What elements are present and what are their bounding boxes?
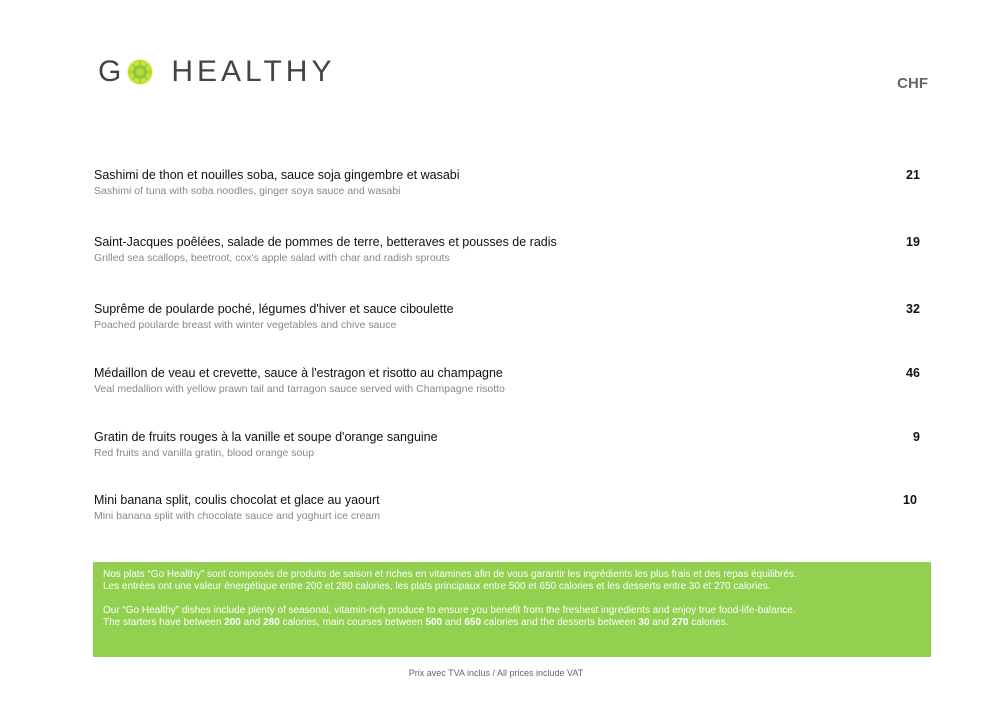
dish-name-en: Grilled sea scallops, beetroot, cox's apple salad with char and radish sprouts [94, 252, 450, 264]
menu-item [94, 429, 924, 492]
dish-name-fr: Gratin de fruits rouges à la vanille et soupe d'orange sanguine [94, 430, 438, 444]
info-text: and [240, 617, 264, 628]
calorie-value: 500 [425, 617, 443, 628]
calorie-value: 280 [263, 617, 280, 628]
info-text: calories. [688, 617, 729, 628]
dish-name-en: Red fruits and vanilla gratin, blood orange soup [94, 447, 315, 459]
info-text: The starters have between [103, 617, 225, 628]
info-en-line-1: Our “Go Healthy” dishes include plenty of seasonal, vitamin-rich produce to ensure you benefit from the freshest ingredients and enjoy true food-life-balance. [103, 605, 796, 616]
info-fr-line-1: Nos plats “Go Healthy” sont composés de produits de saison et riches en vitamines afin de vous garantir les ingrédients les plus frais et des repas équilibrés. [103, 569, 797, 580]
dish-price: 10 [903, 493, 917, 507]
dish-name-en: Veal medallion with yellow prawn tail and tarragon sauce served with Champagne risotto [94, 383, 505, 395]
info-text: calories, main courses between [279, 617, 426, 628]
dish-name-fr: Saint-Jacques poêlées, salade de pommes de terre, betteraves et pousses de radis [94, 235, 557, 249]
dish-name-en: Sashimi of tuna with soba noodles, ginger soya sauce and wasabi [94, 185, 401, 197]
menu-item [94, 492, 924, 542]
dish-name-fr: Sashimi de thon et nouilles soba, sauce soja gingembre et wasabi [94, 168, 460, 182]
menu-item [94, 234, 924, 301]
info-box [93, 562, 931, 657]
calorie-value: 650 [464, 617, 482, 628]
dish-name-fr: Mini banana split, coulis chocolat et glace au yaourt [94, 493, 380, 507]
menu-item [94, 301, 924, 365]
dish-name-fr: Médaillon de veau et crevette, sauce à l'estragon et risotto au champagne [94, 366, 503, 380]
currency-label: CHF [897, 75, 928, 92]
dish-name-en: Poached poularde breast with winter vegetables and chive sauce [94, 319, 397, 331]
dish-price: 19 [906, 235, 920, 249]
dish-name-fr: Suprême de poularde poché, légumes d'hiver et sauce ciboulette [94, 302, 454, 316]
info-text: calories and the desserts between [481, 617, 639, 628]
dish-name-en: Mini banana split with chocolate sauce and yoghurt ice cream [94, 510, 380, 522]
vat-footer: Prix avec TVA inclus / All prices include VAT [408, 668, 584, 678]
logo-healthy: HEALTHY [171, 55, 336, 88]
calorie-value: 270 [671, 617, 689, 628]
dish-price: 32 [906, 302, 920, 316]
menu-item [94, 365, 924, 429]
calorie-value: 30 [638, 617, 650, 628]
dish-price: 9 [913, 430, 920, 444]
info-en-line-2 [103, 617, 921, 629]
info-text: and [442, 617, 465, 628]
info-spacer [103, 593, 921, 605]
menu-list [94, 167, 924, 542]
info-text: and [649, 617, 672, 628]
logo-go [98, 55, 155, 89]
dish-price: 46 [906, 366, 920, 380]
logo-letter-g: G [98, 55, 126, 88]
dish-price: 21 [906, 168, 920, 182]
sun-o-icon [127, 59, 153, 85]
info-fr-line-2: Les entrées ont une valeur énergétique entre 200 et 280 calories, les plats principaux entre 500 et 650 calories et les desserts entre 30 et 270 calories. [103, 581, 771, 592]
go-healthy-logo [98, 56, 336, 88]
calorie-value: 200 [224, 617, 241, 628]
menu-item [94, 167, 924, 234]
